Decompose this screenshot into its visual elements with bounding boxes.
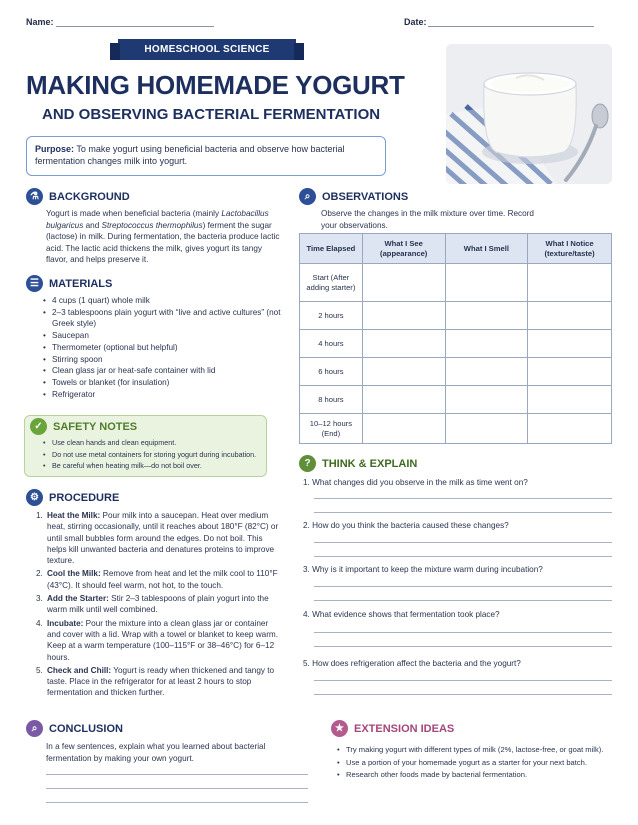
procedure-heading (26, 489, 119, 506)
category-banner: HOMESCHOOL SCIENCE (118, 39, 296, 60)
yogurt-jar-photo (446, 44, 612, 184)
gear-icon: ⚙ (26, 489, 43, 506)
column-header: Time Elapsed (300, 234, 363, 264)
clipboard-icon: ☰ (26, 275, 43, 292)
observation-cell[interactable] (528, 414, 612, 444)
page-title: MAKING HOMEMADE YOGURT (26, 70, 405, 100)
table-row (300, 386, 612, 414)
conclusion-answer-line[interactable] (46, 802, 308, 803)
observation-cell[interactable] (445, 302, 528, 330)
observation-cell[interactable] (362, 414, 445, 444)
procedure-step: 5. Check and Chill: Yogurt is ready when thickened and tangy to taste. Place in the refrigerator for at least 2 hours to stop fermentation and thicken further. (36, 665, 275, 698)
observation-cell[interactable] (445, 330, 528, 358)
safety-list (42, 437, 264, 472)
list-item: • Use a portion of your homemade yogurt as a starter for your next batch. (336, 757, 616, 770)
answer-line[interactable] (314, 498, 612, 499)
column-header: What I See (appearance) (362, 234, 445, 264)
observation-cell[interactable] (528, 302, 612, 330)
conclusion-heading (26, 720, 123, 737)
observation-cell[interactable] (445, 358, 528, 386)
list-item: • Thermometer (optional but helpful) (42, 342, 282, 354)
list-item: • Refrigerator (42, 389, 282, 401)
observations-heading-text: OBSERVATIONS (322, 190, 409, 203)
procedure-step: 4. Incubate: Pour the mixture into a clean glass jar or container and cover with a lid. Wrap with a towel or blanket to keep warm. Keep at a warm temperature (100–115°F or 38–46°C) for 6–12 hours. (36, 618, 279, 662)
page-subtitle: AND OBSERVING BACTERIAL FERMENTATION (42, 106, 381, 123)
table-row (300, 264, 612, 302)
search-icon: ⌕ (299, 188, 316, 205)
background-heading-text: BACKGROUND (49, 190, 130, 203)
answer-line[interactable] (314, 632, 612, 633)
name-label: Name: (26, 17, 54, 27)
question-5: 5. How does refrigeration affect the bacteria and the yogurt? (303, 659, 521, 668)
list-item: • Research other foods made by bacterial fermentation. (336, 769, 616, 782)
conclusion-prompt: In a few sentences, explain what you learned about bacterial fermentation by making your own yogurt. (46, 742, 266, 763)
answer-line[interactable] (314, 694, 612, 695)
extension-list (336, 744, 616, 782)
list-item: • Do not use metal containers for storing yogurt during incubation. (42, 449, 264, 461)
background-text: Yogurt is made when beneficial bacteria (mainly Lactobacillus bulgaricus and Streptococcus thermophilus) ferment the sugar (lactose) in milk. During fermentation, the bacteria produce lactic acid. The lactic acid thickens the milk, gives yogurt its tangy flavor, and helps preserve it. (46, 209, 280, 264)
date-label: Date: (404, 17, 427, 27)
observation-cell[interactable] (528, 264, 612, 302)
table-row (300, 330, 612, 358)
star-icon: ★ (331, 720, 348, 737)
extension-heading-text: EXTENSION IDEAS (354, 722, 455, 735)
observation-cell[interactable] (362, 302, 445, 330)
background-heading (26, 188, 130, 205)
question-3: 3. Why is it important to keep the mixture warm during incubation? (303, 565, 543, 574)
materials-heading-text: MATERIALS (49, 277, 113, 290)
procedure-heading-text: PROCEDURE (49, 491, 120, 504)
procedure-step: 2. Cool the Milk: Remove from heat and let the milk cool to 110°F (43°C). It should feel warm, not hot, to the touch. (36, 569, 278, 590)
list-item: • Stirring spoon (42, 354, 282, 366)
materials-heading (26, 275, 112, 292)
question-1: 1. What changes did you observe in the milk as time went on? (303, 478, 528, 487)
answer-line[interactable] (314, 600, 612, 601)
time-cell: 2 hours (300, 302, 363, 330)
list-item: • Use clean hands and clean equipment. (42, 437, 264, 449)
table-row (300, 302, 612, 330)
answer-line[interactable] (314, 680, 612, 681)
purpose-box (26, 136, 386, 176)
observation-cell[interactable] (445, 264, 528, 302)
observation-cell[interactable] (362, 264, 445, 302)
table-row (300, 414, 612, 444)
time-cell: 6 hours (300, 358, 363, 386)
purpose-label: Purpose: (35, 144, 75, 154)
time-cell: 4 hours (300, 330, 363, 358)
flask-icon: ⚗ (26, 188, 43, 205)
extension-heading (331, 720, 454, 737)
table-header-row (300, 234, 612, 264)
procedure-step: 3. Add the Starter: Stir 2–3 tablespoons of plain yogurt into the warm milk until well combined. (36, 594, 269, 615)
observation-cell[interactable] (362, 386, 445, 414)
observation-cell[interactable] (528, 386, 612, 414)
think-heading (299, 455, 417, 472)
list-item: • 4 cups (1 quart) whole milk (42, 295, 282, 307)
observations-text: Observe the changes in the milk mixture over time. Record your observations. (321, 209, 534, 230)
shield-check-icon: ✓ (30, 418, 47, 435)
procedure-step: 1. Heat the Milk: Pour milk into a saucepan. Heat over medium heat, stirring occasionally, until it reaches about 180°F (82°C) or until small bubbles form around the edges. Do not boil. This helps kill unwanted bacteria and denatures proteins to improve texture. (36, 511, 279, 566)
conclusion-answer-line[interactable] (46, 788, 308, 789)
answer-line[interactable] (314, 646, 612, 647)
column-header: What I Notice (texture/taste) (528, 234, 612, 264)
table-row (300, 358, 612, 386)
answer-line[interactable] (314, 512, 612, 513)
observation-cell[interactable] (445, 386, 528, 414)
list-item: • Be careful when heating milk—do not boil over. (42, 460, 264, 472)
conclusion-answer-line[interactable] (46, 774, 308, 775)
list-item: • Try making yogurt with different types of milk (2%, lactose-free, or goat milk). (336, 744, 616, 757)
think-heading-text: THINK & EXPLAIN (322, 457, 418, 470)
name-field[interactable] (56, 26, 214, 27)
date-field[interactable] (428, 26, 594, 27)
list-item: • 2–3 tablespoons plain yogurt with “live and active cultures” (not Greek style) (42, 307, 282, 330)
conclusion-heading-text: CONCLUSION (49, 722, 123, 735)
time-cell: 10–12 hours (End) (300, 414, 363, 444)
safety-heading (30, 418, 137, 435)
observations-heading (299, 188, 408, 205)
question-4: 4. What evidence shows that fermentation took place? (303, 610, 500, 619)
observation-cell[interactable] (528, 330, 612, 358)
observation-cell[interactable] (362, 330, 445, 358)
time-cell: 8 hours (300, 386, 363, 414)
magnifier-icon: ⌕ (26, 720, 43, 737)
question-icon: ? (299, 455, 316, 472)
materials-list (42, 295, 282, 400)
question-2: 2. How do you think the bacteria caused these changes? (303, 521, 509, 530)
answer-line[interactable] (314, 556, 612, 557)
time-cell: Start (After adding starter) (300, 264, 363, 302)
procedure-steps (36, 510, 282, 701)
observation-cell[interactable] (445, 414, 528, 444)
column-header: What I Smell (445, 234, 528, 264)
observations-table (299, 233, 612, 444)
answer-line[interactable] (314, 542, 612, 543)
purpose-text: To make yogurt using beneficial bacteria and observe how bacterial fermentation changes milk into yogurt. (35, 144, 345, 166)
safety-heading-text: SAFETY NOTES (53, 420, 138, 433)
answer-line[interactable] (314, 586, 612, 587)
list-item: • Clean glass jar or heat-safe container with lid (42, 365, 282, 377)
list-item: • Saucepan (42, 330, 282, 342)
observation-cell[interactable] (528, 358, 612, 386)
list-item: • Towels or blanket (for insulation) (42, 377, 282, 389)
observation-cell[interactable] (362, 358, 445, 386)
